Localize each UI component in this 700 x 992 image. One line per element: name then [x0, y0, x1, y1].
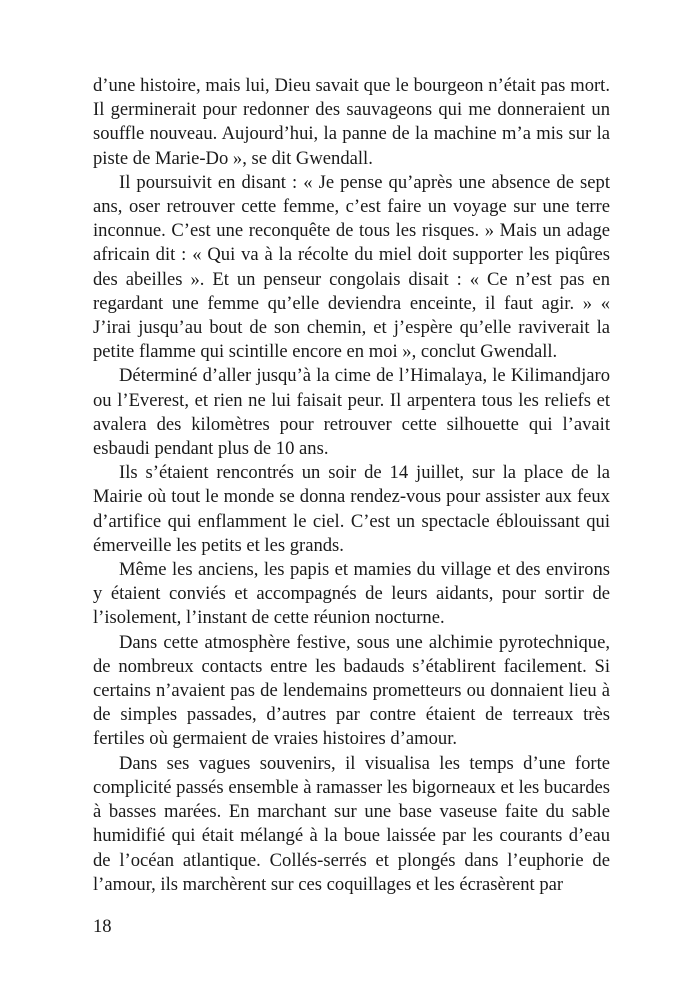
paragraph-2: Il poursuivit en disant : « Je pense qu’après une absence de sept ans, oser retrouver cette femme, c’est faire un voyage sur une terre inconnue. C’est une reconquête de tous les risques. » Mais un adage africain dit : « Qui va à la récolte du miel doit supporter les piqûres des abeilles ». Et un penseur congolais disait : « Ce n’est pas en regardant une femme qu’elle deviendra enceinte, il faut agir. » « J’irai jusqu’au bout de son chemin, et j’espère qu’elle raviverait la petite flamme qui scintille encore en moi », conclut Gwendall.: [93, 171, 610, 363]
paragraph-3: Déterminé d’aller jusqu’à la cime de l’Himalaya, le Kilimandjaro ou l’Everest, et rien ne lui faisait peur. Il arpentera tous les reliefs et avalera des kilomètres pour retrouver cette silhouette qui l’avait esbaudi pendant plus de 10 ans.: [93, 365, 610, 460]
paragraph-7: Dans ses vagues souvenirs, il visualisa les temps d’une forte complicité passés ensemble à ramasser les bigorneaux et les bucardes à basses marées. En marchant sur une base vaseuse faite du sable humidifié qui était mélangé à la boue laissée par les courants d’eau de l’océan atlantique. Collés-serrés et plongés dans l’euphorie de l’amour, ils marchèrent sur ces coquillages et les écrasèrent par: [93, 752, 610, 895]
paragraph-6: Dans cette atmosphère festive, sous une alchimie pyrotechnique, de nombreux contacts entre les badauds s’établirent facilement. Si certains n’avaient pas de lendemains prometteurs ou donnaient lieu à de simples passades, d’autres par contre étaient de terreaux très fertiles où germaient de vraies histoires d’amour.: [93, 631, 610, 750]
paragraph-4: Ils s’étaient rencontrés un soir de 14 juillet, sur la place de la Mairie où tout le monde se donna rendez-vous pour assister aux feux d’artifice qui enflamment le ciel. C’est un spectacle éblouissant qui émerveille les petits et les grands.: [93, 462, 610, 556]
page-number: 18: [93, 916, 112, 937]
paragraph-5: Même les anciens, les papis et mamies du village et des environs y étaient conviés et accompagnés de leurs aidants, pour sortir de l’isolement, l’instant de cette réunion nocturne.: [93, 559, 610, 629]
body-text: [93, 74, 610, 897]
paragraph-1: d’une histoire, mais lui, Dieu savait que le bourgeon n’était pas mort. Il germinerait pour redonner des sauvageons qui me donneraient un souffle nouveau. Aujourd’hui, la panne de la machine m’a mis sur la piste de Marie-Do », se dit Gwendall.: [93, 75, 610, 169]
